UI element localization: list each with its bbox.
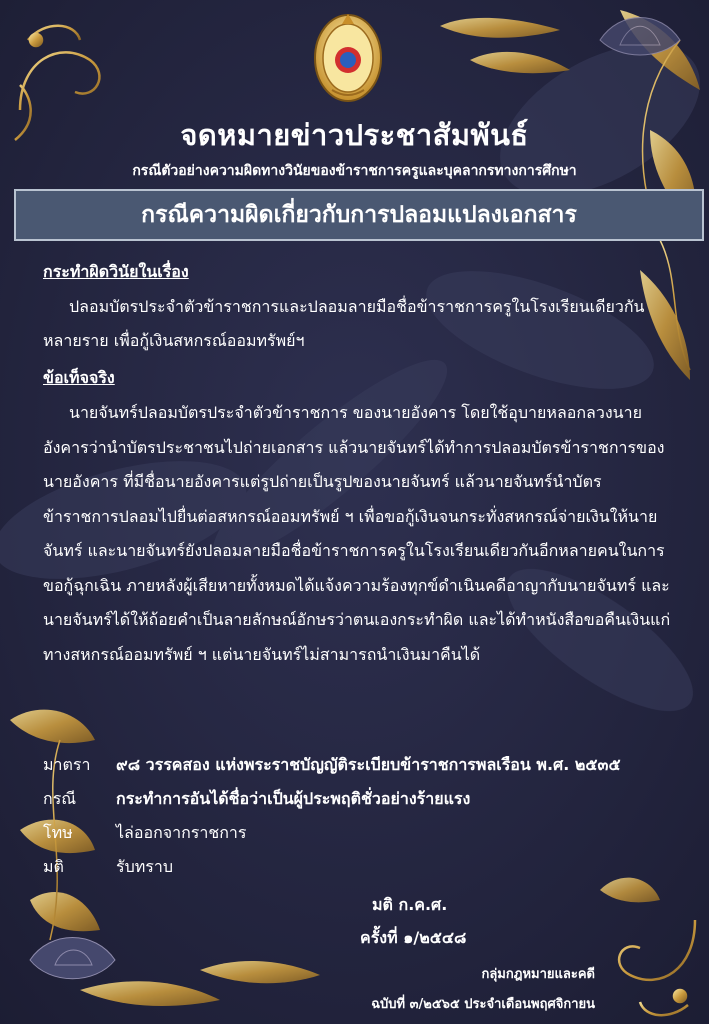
footer-department: กลุ่มกฎหมายและคดี [481,967,595,982]
offense-heading: กระทำผิดวินัยในเรื่อง [43,262,189,281]
topic-banner: กรณีความผิดเกี่ยวกับการปลอมแปลงเอกสาร [14,189,704,241]
detail-value: รับทราบ [116,857,174,876]
footer [371,960,595,1020]
offense-text: ปลอมบัตรประจำตัวข้าราชการและปลอมลายมือชื่อข้าราชการครูในโรงเรียนเดียวกันหลายราย เพื่อกู้เงินสหกรณ์ออมทรัพย์ฯ [43,297,645,350]
committee-approval [360,888,466,954]
detail-label: มาตรา [43,755,91,774]
detail-row-resolution [43,850,693,884]
footer-issue: ฉบับที่ ๓/๒๕๖๕ ประจำเดือนพฤศจิกายน [371,997,595,1012]
page-title: จดหมายข่าวประชาสัมพันธ์ [180,118,529,152]
facts-text: นายจันทร์ปลอมบัตรประจำตัวข้าราชการ ของนายอังคาร โดยใช้อุบายหลอกลวงนายอังคารว่านำบัตรประชาชนไปถ่ายเอกสาร แล้วนายจันทร์ได้ทำการปลอมบัตรข้าราชการของนายอังคาร ที่มีชื่อนายอังคารแต่รูปถ่ายเป็นรูปของนายจันทร์ แล้วนายจันทร์นำบัตรข้าราชการปลอมไปยื่นต่อสหกรณ์ออมทรัพย์ ฯ เพื่อขอกู้เงินจนกระทั่งสหกรณ์จ่ายเงินให้นายจันทร์ และนายจันทร์ยังปลอมลายมือชื่อข้าราชการครูในโรงเรียนเดียวกันอีกหลายคนในการขอกู้ฉุกเฉิน ภายหลังผู้เสียหายทั้งหมดได้แจ้งความร้องทุกข์ดำเนินคดีอาญากับนายจันทร์ และนายจันทร์ได้ให้ถ้อยคำเป็นลายลักษณ์อักษรว่าตนเองกระทำผิด และได้ทำหนังสือขอคืนเงินแก่ทางสหกรณ์ออมทรัพย์ ฯ แต่นายจันทร์ไม่สามารถนำเงินมาคืนได้ [43,403,671,664]
detail-label: มติ [43,857,64,876]
facts-heading: ข้อเท็จจริง [43,368,115,387]
detail-label: กรณี [43,789,77,808]
approval-line-1: มติ ก.ค.ศ. [372,895,448,914]
page-subtitle: กรณีตัวอย่างความผิดทางวินัยของข้าราชการครูและบุคลากรทางการศึกษา [132,163,577,179]
detail-row-section [43,748,693,782]
main-content [43,258,675,678]
detail-row-penalty [43,816,693,850]
detail-value: ไล่ออกจากราชการ [116,823,247,842]
detail-row-case [43,782,693,816]
ruling-details [43,748,693,884]
emblem-icon [312,8,384,104]
detail-label: โทษ [43,823,73,842]
detail-value: กระทำการอันได้ชื่อว่าเป็นผู้ประพฤติชั่วอย่างร้ายแรง [116,789,471,808]
detail-value: ๙๘ วรรคสอง แห่งพระราชบัญญัติระเบียบข้าราชการพลเรือน พ.ศ. ๒๕๓๕ [116,755,621,774]
approval-line-2: ครั้งที่ ๑/๒๕๔๘ [360,928,467,947]
